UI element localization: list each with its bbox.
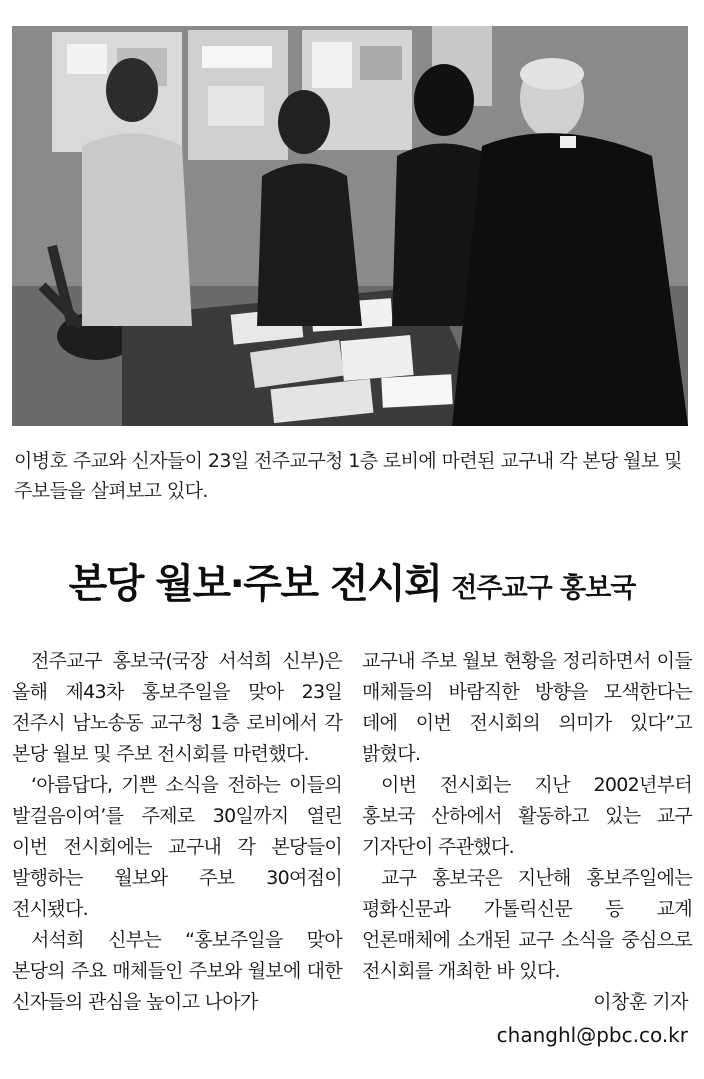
photo-illustration [12,26,688,426]
article-paragraph-continued: 교구내 주보 월보 현황을 정리하면서 이들 매체들의 바람직한 방향을 모색한다는 데에 이번 전시회의 의미가 있다”고 밝혔다. [362,650,692,765]
article-paragraph: 이번 전시회는 지난 2002년부터 홍보국 산하에서 활동하고 있는 교구 기자단이 주관했다. [362,774,692,858]
photo-caption: 이병호 주교와 신자들이 23일 전주교구청 1층 로비에 마련된 교구내 각 본당 월보 및 주보들을 살펴보고 있다. [14,450,682,502]
article-paragraph: 교구 홍보국은 지난해 홍보주일에는 평화신문과 가톨릭신문 등 교계 언론매체에 소개된 교구 소식을 중심으로 전시회를 개최한 바 있다. [362,867,692,982]
article-column-right [362,646,692,987]
reporter-name: 이창훈 기자 [593,991,688,1013]
reporter-email: changhl@pbc.co.kr [496,1023,688,1047]
article-column-left [12,646,342,1018]
headline [0,552,704,609]
article-paragraph: ‘아름답다, 기쁜 소식을 전하는 이들의 발걸음이여’를 주제로 30일까지 열린 이번 전시회에는 교구내 각 본당들이 발행하는 월보와 주보 30여점이 전시됐다. [12,774,342,920]
article-paragraph: 서석희 신부는 “홍보주일을 맞아 본당의 주요 매체들인 주보와 월보에 대한 신자들의 관심을 높이고 나아가 [12,929,342,1013]
headline-source: 전주교구 홍보국 [451,573,636,604]
news-photo [12,26,688,426]
headline-title: 본당 월보·주보 전시회 [68,561,442,607]
article-paragraph: 전주교구 홍보국(국장 서석희 신부)은 올해 제43차 홍보주일을 맞아 23일 전주시 남노송동 교구청 1층 로비에서 각 본당 월보 및 주보 전시회를 마련했다. [12,650,342,765]
